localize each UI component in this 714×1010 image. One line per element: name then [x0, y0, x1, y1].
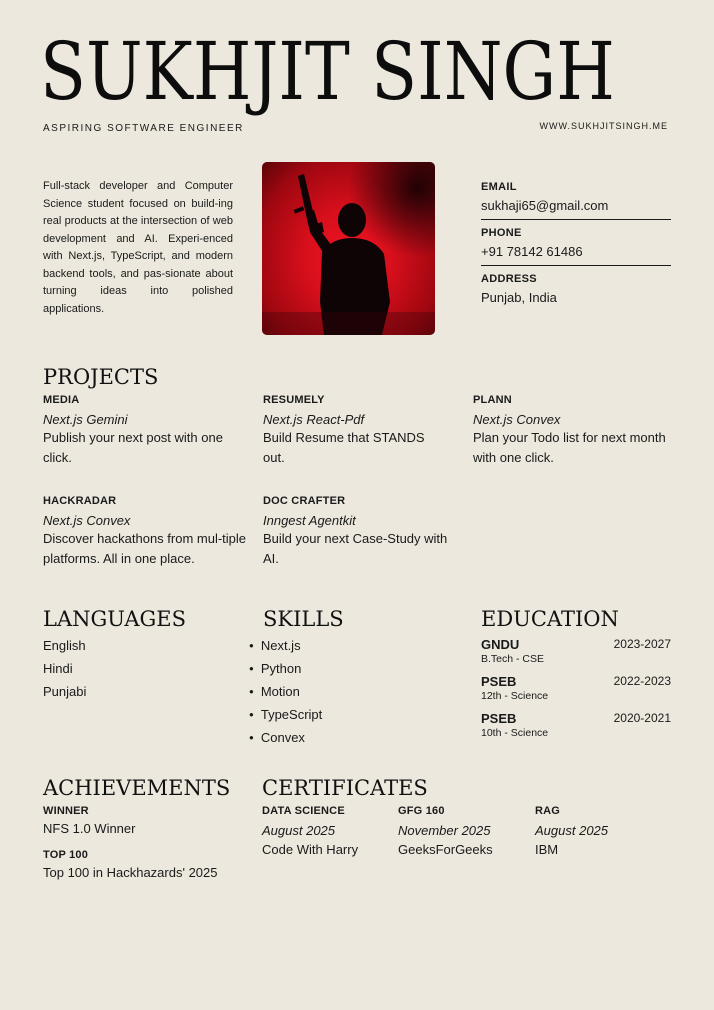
certificate-item — [262, 805, 392, 857]
divider — [481, 219, 671, 220]
certificate-issuer: Code With Harry — [262, 842, 359, 857]
project-name: HACKRADAR — [43, 495, 117, 507]
education-heading: EDUCATION — [481, 607, 619, 631]
certificate-item — [398, 805, 528, 857]
certificate-title: DATA SCIENCE — [262, 805, 345, 817]
education-years: 2020-2021 — [613, 711, 671, 725]
degree: 10th - Science — [481, 727, 549, 739]
email-label: EMAIL — [481, 181, 517, 193]
skill-item: ● Next.js — [249, 634, 322, 657]
project-name: RESUMELY — [263, 394, 325, 406]
achievement-item — [43, 805, 248, 836]
school-name: PSEB — [481, 674, 517, 689]
project-desc: Publish your next post with one click. — [43, 430, 223, 465]
languages-list — [43, 634, 86, 703]
project-tech: Next.js Gemini — [43, 412, 128, 427]
project-tech: Next.js Convex — [43, 513, 131, 528]
degree: 12th - Science — [481, 690, 549, 702]
project-name: MEDIA — [43, 394, 80, 406]
silhouette-figure — [262, 162, 435, 335]
skill-item: ● Convex — [249, 726, 322, 749]
project-item — [43, 394, 248, 468]
certificate-date: August 2025 — [262, 823, 336, 838]
achievement-desc: NFS 1.0 Winner — [43, 821, 136, 836]
skill-item: ● Motion — [249, 680, 322, 703]
phone-value[interactable]: +91 78142 61486 — [481, 244, 583, 259]
project-name: DOC CRAFTER — [263, 495, 346, 507]
project-name: PLANN — [473, 394, 512, 406]
phone-label: PHONE — [481, 227, 522, 239]
certificate-item — [535, 805, 665, 857]
skill-item: ● Python — [249, 657, 322, 680]
education-item — [481, 637, 671, 674]
project-desc: Build Resume that STANDS out. — [263, 430, 425, 465]
education-list — [481, 637, 671, 748]
address-label: ADDRESS — [481, 273, 537, 285]
achievement-title: WINNER — [43, 805, 89, 817]
contact-block — [481, 181, 671, 305]
email-section — [481, 181, 671, 220]
project-item — [43, 495, 248, 569]
job-role: ASPIRING SOFTWARE ENGINEER — [43, 123, 244, 134]
intro-paragraph: Full-stack developer and Computer Science student focused on build-ing real products at the intersection of web development and AI. Experi-enced with Next.js, TypeScript, and modern backend tools, and pas-sionate about turning ideas into polished applications. — [43, 180, 233, 315]
certificate-date: November 2025 — [398, 823, 491, 838]
projects-heading: PROJECTS — [43, 365, 159, 389]
skill-item: ● TypeScript — [249, 703, 322, 726]
email-value[interactable]: sukhaji65@gmail.com — [481, 198, 609, 213]
language-item: Hindi — [43, 661, 73, 676]
project-desc: Discover hackathons from mul-tiple platforms. All in one place. — [43, 531, 247, 566]
degree: B.Tech - CSE — [481, 653, 545, 665]
certificate-issuer: GeeksForGeeks — [398, 842, 493, 857]
address-value: Punjab, India — [481, 290, 557, 305]
languages-heading: LANGUAGES — [43, 607, 186, 631]
project-tech: Inngest Agentkit — [263, 513, 356, 528]
skills-list — [249, 634, 322, 749]
website-link[interactable]: WWW.SUKHJITSINGH.ME — [539, 121, 668, 131]
certificate-title: GFG 160 — [398, 805, 445, 817]
project-tech: Next.js React-Pdf — [263, 412, 365, 427]
divider — [481, 265, 671, 266]
profile-photo — [262, 162, 435, 335]
achievement-title: TOP 100 — [43, 849, 89, 861]
certificate-issuer: IBM — [535, 842, 559, 857]
school-name: PSEB — [481, 711, 517, 726]
certificate-date: August 2025 — [535, 823, 609, 838]
education-years: 2022-2023 — [613, 674, 671, 688]
school-name: GNDU — [481, 637, 520, 652]
resume-name: SUKHJIT SINGH — [40, 25, 615, 118]
project-tech: Next.js Convex — [473, 412, 561, 427]
project-desc: Build your next Case-Study with AI. — [263, 531, 448, 566]
phone-section — [481, 227, 671, 266]
certificate-title: RAG — [535, 805, 561, 817]
achievement-desc: Top 100 in Hackhazards' 2025 — [43, 865, 218, 880]
language-item: Punjabi — [43, 684, 87, 699]
project-item — [263, 394, 448, 468]
project-desc: Plan your Todo list for next month with one click. — [473, 430, 666, 465]
achievement-item — [43, 849, 258, 880]
achievements-heading: ACHIEVEMENTS — [43, 776, 231, 800]
language-item: English — [43, 638, 86, 653]
project-item — [473, 394, 673, 468]
address-section — [481, 273, 671, 305]
education-item — [481, 711, 671, 748]
certificates-heading: CERTIFICATES — [262, 776, 428, 800]
education-years: 2023-2027 — [613, 637, 671, 651]
skills-heading: SKILLS — [263, 607, 344, 631]
project-item — [263, 495, 448, 569]
education-item — [481, 674, 671, 711]
